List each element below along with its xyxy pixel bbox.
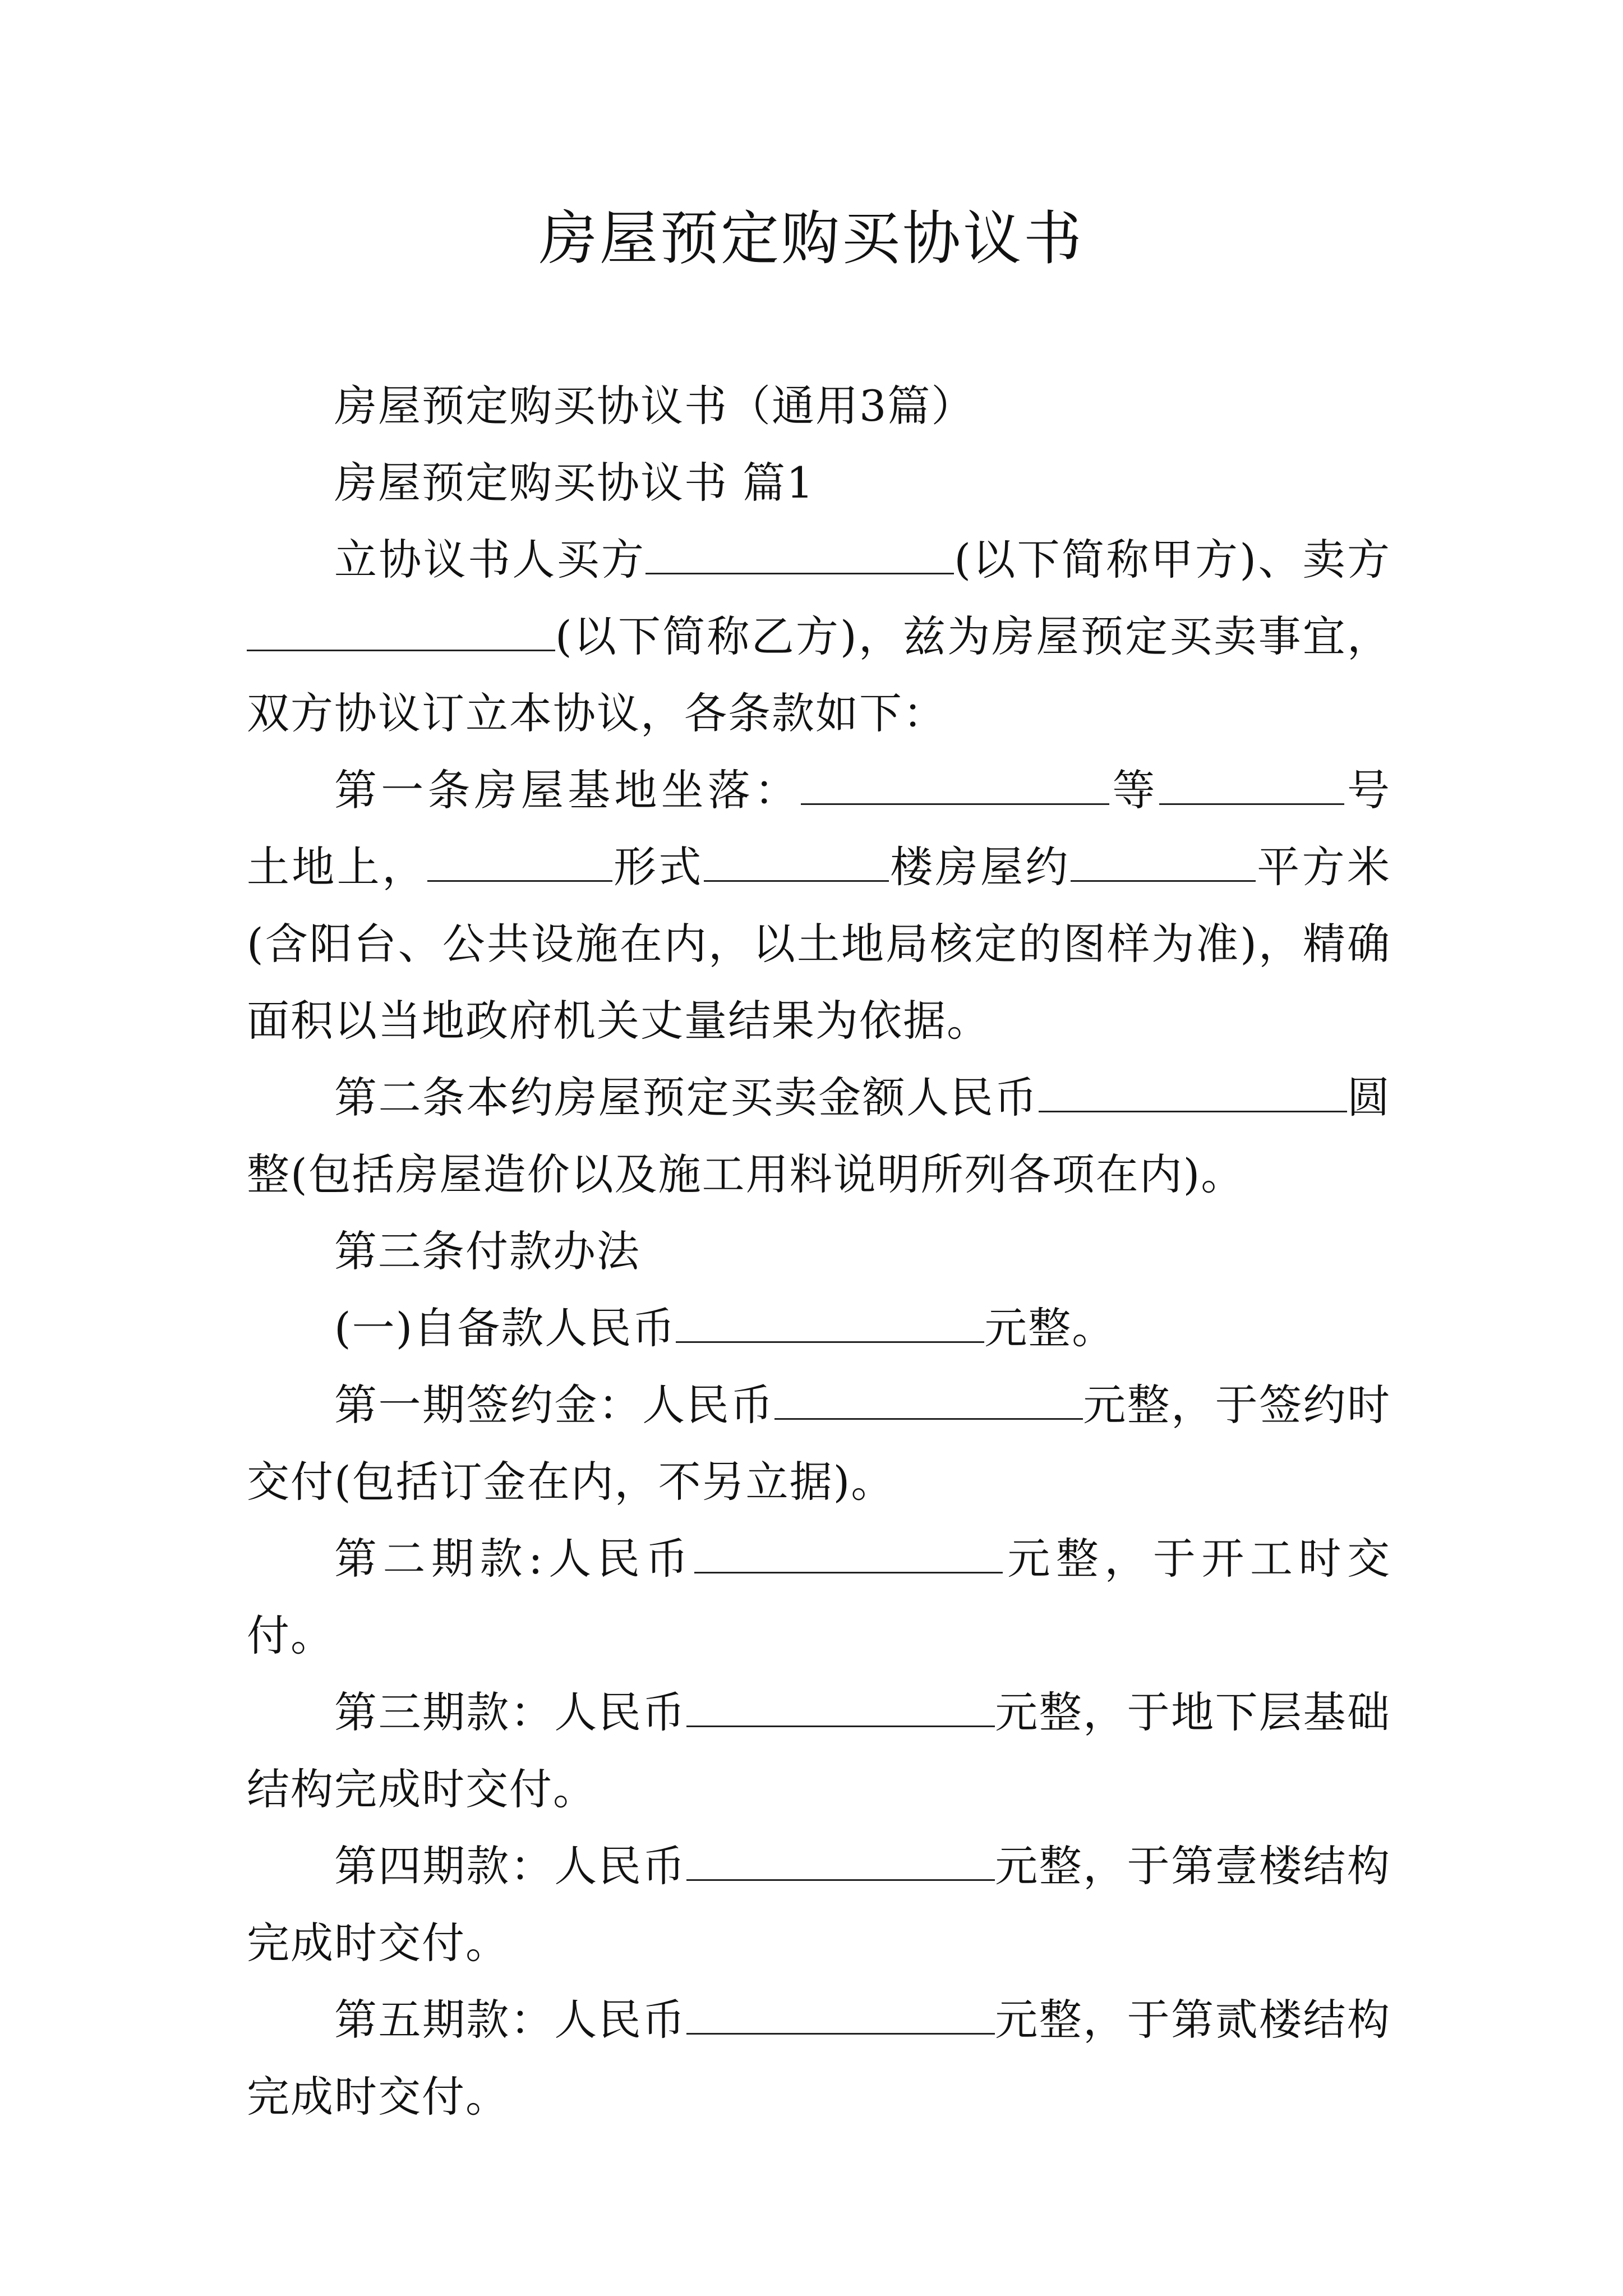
section-heading: 房屋预定购买协议书 篇1 [334, 458, 815, 508]
blank-form [427, 845, 612, 882]
paragraph-installment-2: 第二期款:人民币 元整，于开工时交付。 [247, 1534, 1391, 1660]
paragraph-parties: 立协议书人买方 (以下简称甲方)、卖方(以下简称乙方)，兹为房屋预定买卖事宜，双方协议订立本协议，各条款如下： [247, 535, 1391, 738]
paragraph-installment-5: 第五期款：人民币 元整，于第贰楼结构完成时交付。 [247, 1995, 1391, 2122]
blank-installment-4 [686, 1844, 995, 1881]
blank-self-funded [676, 1306, 984, 1343]
document-title: 房屋预定购买协议书 [538, 204, 1084, 273]
subtitle: 房屋预定购买协议书（通用3篇） [334, 381, 975, 431]
paragraph-article-2: 第二条本约房屋预定买卖金额人民币 圆整(包括房屋造价以及施工用料说明所列各项在内)。 [247, 1073, 1391, 1199]
paragraph-installment-4: 第四期款：人民币 元整，于第壹楼结构完成时交付。 [247, 1841, 1391, 1968]
blank-lot [1159, 769, 1344, 805]
document-body [247, 367, 1391, 2135]
blank-installment-3 [686, 1691, 995, 1727]
paragraph-installment-3: 第三期款：人民币 元整，于地下层基础结构完成时交付。 [247, 1687, 1391, 1814]
paragraph-installment-1: 第一期签约金：人民币 元整，于签约时交付(包括订金在内，不另立据)。 [247, 1380, 1391, 1507]
blank-buyer [645, 538, 954, 574]
blank-area [1071, 845, 1256, 882]
blank-floor [704, 845, 889, 882]
paragraph-self-funded: (一)自备款人民币 元整。 [334, 1303, 1116, 1353]
paragraph-article-3: 第三条付款办法 [334, 1226, 640, 1276]
paragraph-article-1: 第一条房屋基地坐落： 等 号土地上， 形式 楼房屋约 平方米(含阳台、公共设施在内，以土地局核定的图样为准)，精确面积以当地政府机关丈量结果为依据。 [247, 765, 1391, 1046]
blank-total-amount [1039, 1076, 1347, 1112]
blank-installment-5 [686, 1998, 995, 2035]
blank-location [801, 769, 1109, 805]
blank-installment-2 [694, 1537, 1003, 1573]
blank-installment-1 [774, 1383, 1083, 1420]
blank-seller [247, 615, 555, 651]
